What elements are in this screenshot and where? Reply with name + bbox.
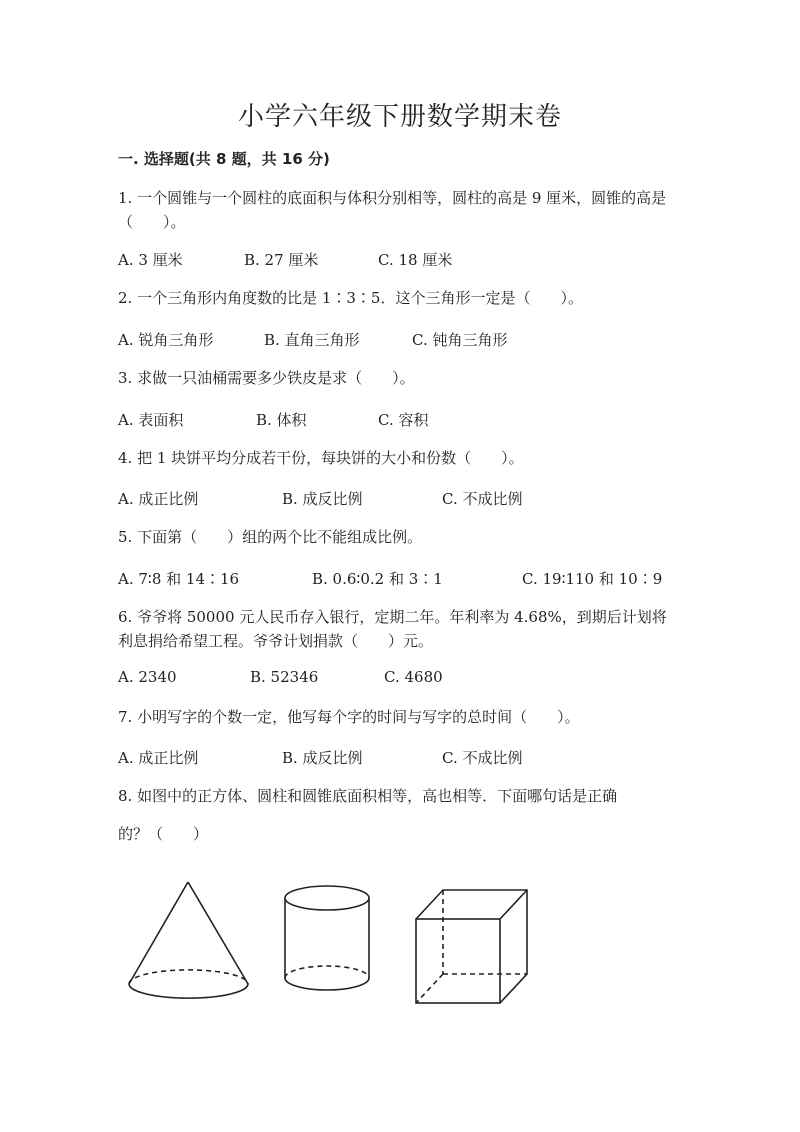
question-4: 4. 把 1 块饼平均分成若干份，每块饼的大小和份数（ ）。 bbox=[118, 449, 524, 467]
option-c[interactable]: C. 18 厘米 bbox=[378, 251, 453, 269]
question-5-options bbox=[118, 568, 718, 590]
option-a[interactable]: A. 3 厘米 bbox=[118, 251, 183, 269]
option-c[interactable]: C. 钝角三角形 bbox=[412, 331, 508, 349]
question-2-options bbox=[118, 329, 718, 351]
question-7-options bbox=[118, 747, 718, 769]
question-3: 3. 求做一只油桶需要多少铁皮是求（ ）。 bbox=[118, 369, 415, 387]
option-c[interactable]: C. 不成比例 bbox=[442, 749, 523, 767]
section-heading: 一. 选择题(共 8 题，共 16 分) bbox=[118, 150, 330, 168]
option-a[interactable]: A. 成正比例 bbox=[118, 490, 199, 508]
page-title: 小学六年级下册数学期末卷 bbox=[237, 102, 562, 132]
option-c[interactable]: C. 4680 bbox=[384, 668, 443, 686]
option-a[interactable]: A. 表面积 bbox=[118, 411, 184, 429]
option-b[interactable]: B. 27 厘米 bbox=[244, 251, 319, 269]
question-1-options bbox=[118, 249, 718, 271]
cylinder-figure bbox=[285, 886, 369, 990]
option-a[interactable]: A. 锐角三角形 bbox=[118, 331, 214, 349]
question-8: 8. 如图中的正方体、圆柱和圆锥底面积相等，高也相等．下面哪句话是正确 bbox=[118, 787, 618, 805]
option-b[interactable]: B. 成反比例 bbox=[282, 749, 363, 767]
option-b[interactable]: B. 0.6∶0.2 和 3∶1 bbox=[312, 570, 443, 588]
question-3-options bbox=[118, 409, 718, 431]
question-7: 7. 小明写字的个数一定，他写每个字的时间与写字的总时间（ ）。 bbox=[118, 708, 580, 726]
cube-figure bbox=[416, 890, 527, 1003]
question-2: 2. 一个三角形内角度数的比是 1∶3∶5．这个三角形一定是（ ）。 bbox=[118, 289, 583, 307]
question-4-options bbox=[118, 488, 718, 510]
option-c[interactable]: C. 容积 bbox=[378, 411, 429, 429]
question-1: 1. 一个圆锥与一个圆柱的底面积与体积分别相等，圆柱的高是 9 厘米，圆锥的高是（ ）。 bbox=[118, 189, 667, 231]
option-b[interactable]: B. 52346 bbox=[250, 668, 319, 686]
option-c[interactable]: C. 19∶110 和 10∶9 bbox=[522, 570, 663, 588]
option-a[interactable]: A. 7∶8 和 14∶16 bbox=[118, 570, 240, 588]
question-8-continued: 的？（ ） bbox=[118, 825, 209, 843]
question-6: 6. 爷爷将 50000 元人民币存入银行，定期二年。年利率为 4.68%，到期后计划将利息捐给希望工程。爷爷计划捐款（ ）元。 bbox=[118, 608, 667, 650]
option-a[interactable]: A. 2340 bbox=[118, 668, 177, 686]
option-b[interactable]: B. 直角三角形 bbox=[264, 331, 360, 349]
question-6-options bbox=[118, 668, 718, 690]
option-c[interactable]: C. 不成比例 bbox=[442, 490, 523, 508]
question-5: 5. 下面第（ ）组的两个比不能组成比例。 bbox=[118, 528, 423, 546]
option-b[interactable]: B. 体积 bbox=[256, 411, 307, 429]
option-b[interactable]: B. 成反比例 bbox=[282, 490, 363, 508]
geometry-figures bbox=[118, 870, 558, 1020]
cone-figure bbox=[129, 882, 248, 998]
option-a[interactable]: A. 成正比例 bbox=[118, 749, 199, 767]
